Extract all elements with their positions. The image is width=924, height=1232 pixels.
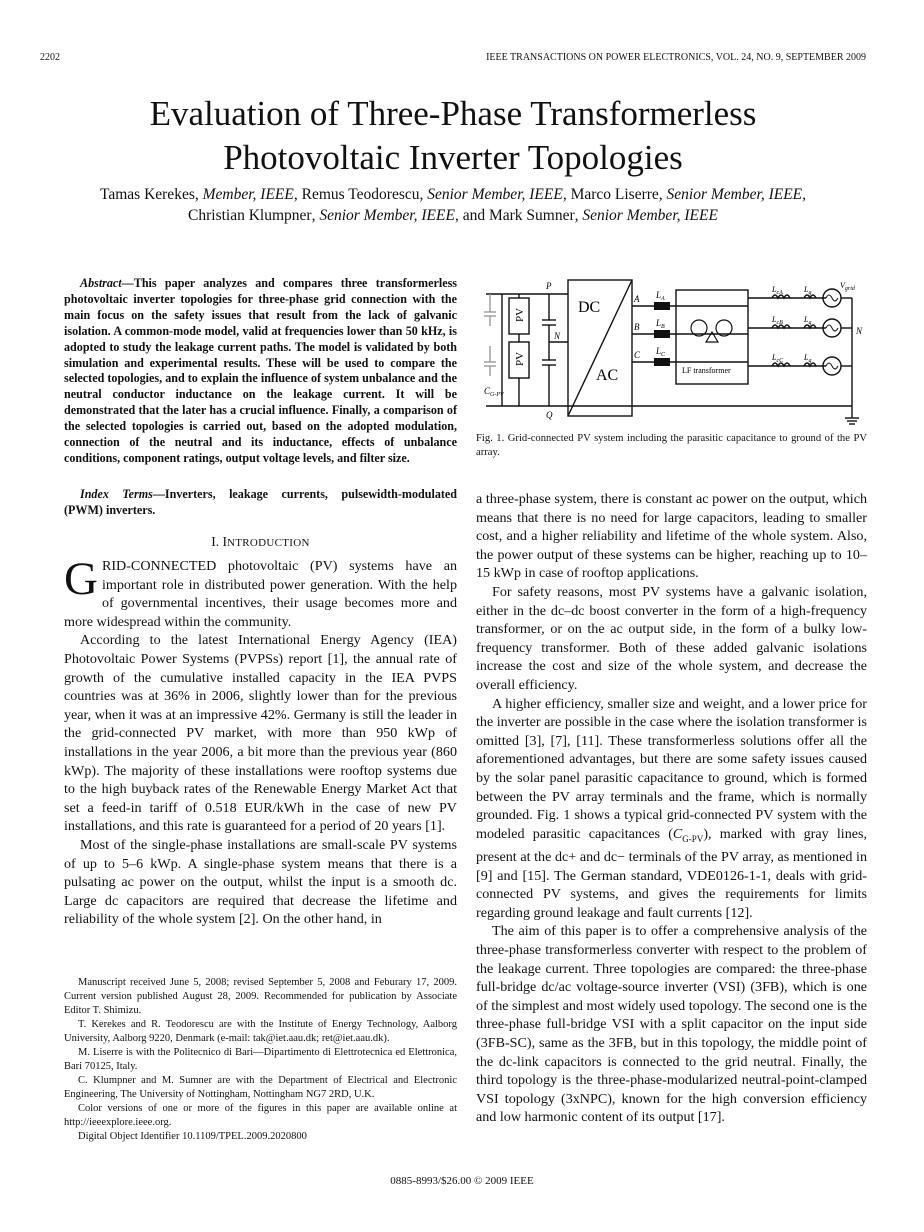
node-q-label: Q [546,410,553,420]
node-n-label: N [554,331,561,341]
abstract [64,276,457,467]
footnote: Color versions of one or more of the figures in this paper are available online at http://ieeexplore.ieee.org. [64,1103,457,1128]
paragraph-text: A higher efficiency, smaller size and weight, and a lower price for the inverter are possible in the case where the isolation transformer is omitted [3], [7], [11]. These transformerless solutions offer all the aforementioned advantages, but there are some safety issues caused by the solar panel parasitic capacitance to ground, which is formed between the PV array terminals and the frame, which is normally grounded. Fig. 1 shows a typical grid-connected PV system with the modeled parasitic capacitances ( [476,695,867,842]
index-terms-text: —Inverters, leakage currents, pulsewidth-modulated (PWM) inverters. [64,487,457,517]
phase-b-label: B [634,322,640,332]
author-line-1 [40,184,866,205]
author-line-2 [40,205,866,226]
author-name: Tamas Kerekes [99,186,195,203]
abstract-label: Abstract [80,276,122,290]
author-role: , Senior Member, IEEE [574,207,718,224]
paragraph: Most of the single-phase installations are small-scale PV systems of up to 5–6 kWp. A single-phase system means that there is a pulsating ac power on the output, whilst the input is a smooth dc. Large dc capacitors are required that decrease the lifetime and reliability of the whole system [2]. On the other hand, in [64,836,457,928]
footnote: C. Klumpner and M. Sumner are with the Department of Electrical and Electronic Engineering, The University of Nottingham, Nottingham NG7 2RD, U.K. [64,1075,457,1100]
author-name: , Marco Liserre [562,186,659,203]
author-name: , and Mark Sumner [454,207,575,224]
paragraph-text: RID-CONNECTED photovoltaic (PV) systems have an important role in distributed power generation. With the help of governmental incentives, their usage becomes more and more widespread within the community. [64,558,457,630]
drop-cap: G [64,553,98,605]
title-line-2: Photovoltaic Inverter Topologies [223,138,683,177]
lg-label: $L_g$ [804,353,812,364]
page-number: 2202 [40,52,60,63]
author-list [40,184,866,226]
author-role: , Senior Member, IEEE, [658,186,807,203]
section-title-rest: NTRODUCTION [227,537,310,549]
lf-transformer-label: LF transformer [682,366,731,375]
section-heading [64,534,457,550]
lg-label: $L_g$ [804,315,812,326]
footnote: Digital Object Identifier 10.1109/TPEL.2009.2020800 [78,1131,307,1142]
caption-text: Grid-connected PV system including the parasitic capacitance to ground of the PV array. [476,433,867,458]
figure-1 [476,276,867,428]
caption-label: Fig. 1. [476,433,505,444]
ac-label: AC [596,367,619,384]
la-label: $L_A$ [656,290,665,302]
author-name: , Remus Teodorescu [293,186,420,203]
lb-label: $L_B$ [656,318,665,330]
lg-label: $L_g$ [804,285,812,296]
grid-neutral-label: N [856,326,863,336]
paragraph: a three-phase system, there is constant ac power on the output, which means that there is no need for large capacitors, leading to smaller cost, and a higher reliability and lifetime of the whole system. Also, the power output of these systems can be higher, reaching up to 10–15 kWp in case of rooftop applications. [476,491,867,582]
title-line-1: Evaluation of Three-Phase Transformerless [149,94,757,133]
node-p-label: P [546,281,552,291]
section-first-letter: I [222,534,227,549]
paragraph [64,553,457,631]
page-footer: 0885-8993/$26.00 © 2009 IEEE [390,1175,534,1187]
math-symbol: C [672,825,683,842]
figure-caption [476,432,867,460]
lcb-label: $L_{cB}$ [772,315,783,326]
pv-label: PV [514,351,526,366]
abstract-text: —This paper analyzes and compares three transformerless photovoltaic inverter topologies for three-phase grid connection with the main focus on the safety issues that result from the lack of galvanic isolation. A common-mode model, valid at frequencies lower than 50 kHz, is adopted to study the leakage current paths. The model is validated by both simulation and experimental results. These will be used to compare the selected topologies, and to explain the influence of system unbalance and the neutral conductor inductance on the leakage current. It will be demonstrated that the later has a crucial influence. Finally, a comparison of the selected topologies is carried out, based on the adopted modulation, connection of the neutral and its inductance, effects of unbalance conditions, component ratings, output voltage levels, and filter size. [64,276,457,465]
author-role: , Senior Member, IEEE [419,186,563,203]
lc-label: $L_C$ [656,346,666,358]
author-role: , Senior Member, IEEE [311,207,455,224]
footnote: Manuscript received June 5, 2008; revised September 5, 2008 and Feburary 17, 2009. Current version published August 28, 2009. Recommended for publication by Associate Editor T. Shimizu. [64,977,457,1016]
footnote: T. Kerekes and R. Teodorescu are with the Institute of Energy Technology, Aalborg University, Aalborg 9220, Denmark (e-mail: tak@iet.aau.dk; ret@iet.aau.dk). [64,1019,457,1044]
footnote: M. Liserre is with the Politecnico di Bari—Dipartimento di Elettrotecnica ed Elettronica, Bari 70125, Italy. [64,1047,457,1072]
circuit-diagram [476,276,867,428]
pv-label: PV [514,307,526,322]
journal-header: IEEE TRANSACTIONS ON POWER ELECTRONICS, VOL. 24, NO. 9, SEPTEMBER 2009 [486,52,866,63]
right-column-body [476,490,867,1127]
section-number: I. [211,534,223,549]
paragraph: According to the latest International Energy Agency (IEA) Photovoltaic Power Systems (PVPSs) report [1], the annual rate of growth of the cumulative installed capacity in the IEA PVPS countries was at 36% in 2006, slightly lower than for the previous year, when it was at an impressive 42%. Germany is still the leader in the grid-connected PV market, with more than 950 kWp of installations in the year 2006, a bit more than the previous year (860 kWp). The majority of these installations were rooftop systems due to the high buyback rates of the Renewable Energy Market Act that set a feed-in tariff of 0.518 EUR/kWh in the case of new PV installations, and this rate is guaranteed for a period of 20 years [1]. [64,632,457,835]
paragraph: For safety reasons, most PV systems have a galvanic isolation, either in the dc–dc boost converter in the form of a high-frequency transformer, or on the ac output side, in the form of a bulky low-frequency transformer. Both of these added galvanic isolations increase the cost and size of the whole system, and decrease the overall efficiency. [476,583,867,693]
index-terms [64,487,457,519]
paragraph-text: ), marked with gray lines, present at the dc+ and dc− terminals of the PV array, as mentioned in [9] and [15]. The German standard, VDE0126-1-1, deals with grid-connected PV systems, and gives the requirements for limits regarding ground leakage and fault currents [12]. [476,825,867,921]
left-column-body [64,553,457,929]
paragraph: The aim of this paper is to offer a comprehensive analysis of the three-phase transformerless converter with respect to the problem of the leakage current. Three topologies are compared: the three-phase full-bridge dc/ac voltage-source inverter (VSI) (3FB), which is one of the simplest and most widely used topology. The second one is the three-phase full-bridge VSI with a split capacitor on the input side (3FB-SC), same as the 3FB, but in this topology, the middle point of the dc-link capacitors is connected to the grid neutral. Finally, the third topology is the three-phase-modularized neutral-point-clamped VSI topology (3xNPC), known for the high conversion efficiency and low harmonic content of its output [17]. [476,923,867,1126]
author-role: , Member, IEEE [194,186,294,203]
lcc-label: $L_{cC}$ [772,353,784,364]
vgrid-label: $V_{grid}$ [840,281,855,292]
paragraph [476,695,867,923]
dc-label: DC [578,299,601,316]
lca-label: $L_{cA}$ [772,285,783,296]
cgpv-label: $C_{G-PV}$ [484,386,504,398]
paper-title [40,92,866,180]
math-subscript: G-PV [682,833,704,844]
phase-c-label: C [634,350,641,360]
phase-a-label: A [634,294,640,304]
author-name: Christian Klumpner [188,207,312,224]
index-terms-label: Index Terms [80,487,153,501]
footnotes [64,976,457,1144]
